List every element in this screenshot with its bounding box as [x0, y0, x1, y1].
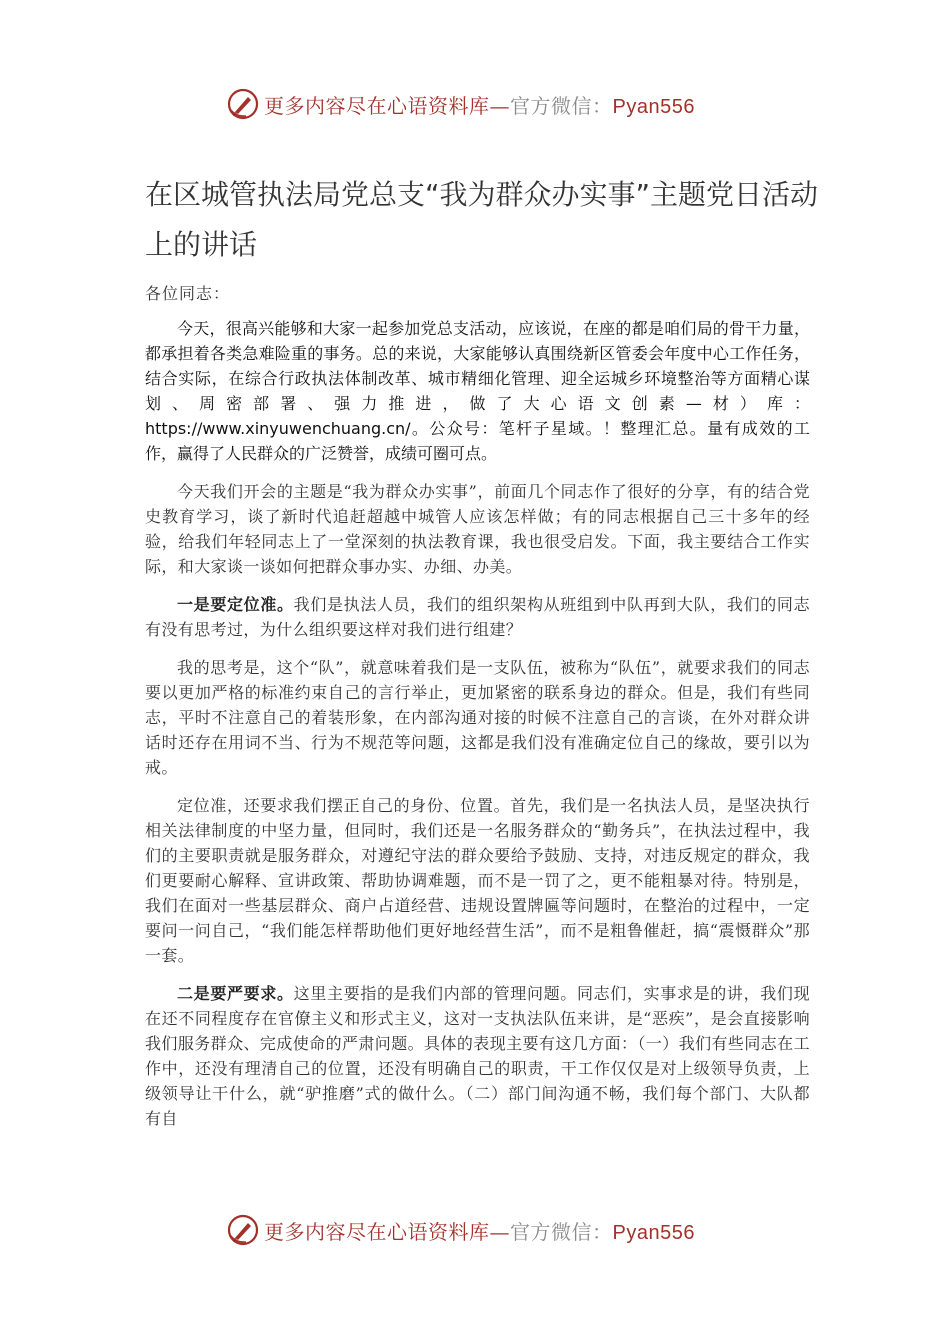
paragraph [145, 479, 810, 579]
banner-official-label: 官方微信： [510, 1219, 613, 1244]
paragraph-text: 今天我们开会的主题是“我为群众办实事”，前面几个同志作了很好的分享，有的结合党史教育学习，谈了新时代追赶超越中城管人应该怎样做；有的同志根据自己三十多年的经验，给我们年轻同志上了一堂深刻的执法教育课，我也很受启发。下面，我主要结合工作实际，和大家谈一谈如何把群众事办实、办细、办美。 [145, 482, 810, 576]
greeting: 各位同志： [145, 284, 231, 303]
pen-logo-icon [226, 87, 260, 121]
banner-official-label: 官方微信： [510, 93, 613, 118]
paragraph-text: 今天，很高兴能够和大家一起参加党总支活动，应该说，在座的都是咱们局的骨干力量，都承担着各类急难险重的事务。总的来说，大家能够认真围绕新区管委会年度中心工作任务，结合实际，在综合行政执法体制改革、城市精细化管理、迎全运城乡环境整治等方面精心谋划、周密部署、强力推进，做了大心语文创素—材）库：https://www.xinyuwenchuang.cn/。公众号：笔杆子星域。！整理汇总。量有成效的工作，赢得了人民群众的广泛赞誉，成绩可圈可点。 [145, 319, 810, 463]
banner-separator: — [489, 93, 510, 118]
footer-banner [226, 1210, 746, 1250]
banner-text [264, 90, 695, 119]
paragraph-text: 我的思考是，这个“队”，就意味着我们是一支队伍，被称为“队伍”，就要求我们的同志要以更加严格的标准约束自己的言行举止，更加紧密的联系身边的群众。但是，我们有些同志，平时不注意自己的着装形象，在内部沟通对接的时候不注意自己的言谈，在外对群众讲话时还存在用词不当、行为不规范等问题，这都是我们没有准确定位自己的缘故，要引以为戒。 [145, 658, 810, 777]
header-banner [226, 84, 746, 124]
paragraph-text: 这里主要指的是我们内部的管理问题。同志们，实事求是的讲，我们现在还不同程度存在官僚主义和形式主义，这对一支执法队伍来讲，是“恶疾”，是会直接影响我们服务群众、完成使命的严肃问题。具体的表现主要有这几方面：（一）我们有些同志在工作中，还没有理清自己的位置，还没有明确自己的职责，干工作仅仅是对上级领导负责，上级领导让干什么，就“驴推磨”式的做什么。（二）部门间沟通不畅，我们每个部门、大队都有自 [145, 984, 810, 1128]
document-title: 在区城管执法局党总支“我为群众办实事”主题党日活动上的讲话 [145, 178, 819, 261]
paragraph-text: 我们是执法人员，我们的组织架构从班组到中队再到大队，我们的同志有没有思考过，为什么组织要这样对我们进行组建？ [145, 595, 810, 639]
banner-separator: — [489, 1219, 510, 1244]
banner-main-text: 更多内容尽在心语资料库 [264, 93, 490, 118]
banner-main-text: 更多内容尽在心语资料库 [264, 1219, 490, 1244]
banner-wechat-id: Pyan556 [612, 95, 695, 118]
paragraph-text: 定位准，还要求我们摆正自己的身份、位置。首先，我们是一名执法人员，是坚决执行相关法律制度的中坚力量，但同时，我们还是一名服务群众的“勤务兵”，在执法过程中，我们的主要职责就是服务群众，对遵纪守法的群众要给予鼓励、支持，对违反规定的群众，我们更要耐心解释、宣讲政策、帮助协调难题，而不是一罚了之，更不能粗暴对待。特别是，我们在面对一些基层群众、商户占道经营、违规设置牌匾等问题时，在整治的过程中，一定要问一问自己，“我们能怎样帮助他们更好地经营生活”，而不是粗鲁催赶，搞“震慑群众”那一套。 [145, 796, 810, 965]
paragraph [145, 592, 810, 642]
paragraph [145, 316, 810, 466]
paragraph [145, 981, 810, 1131]
paragraph-lead: 一是要定位准。 [177, 595, 294, 614]
paragraph-lead: 二是要严要求。 [177, 984, 294, 1003]
document-body [145, 316, 810, 1144]
paragraph [145, 793, 810, 968]
banner-text [264, 1216, 695, 1245]
pen-logo-icon [226, 1213, 260, 1247]
banner-wechat-id: Pyan556 [612, 1221, 695, 1244]
paragraph [145, 655, 810, 780]
